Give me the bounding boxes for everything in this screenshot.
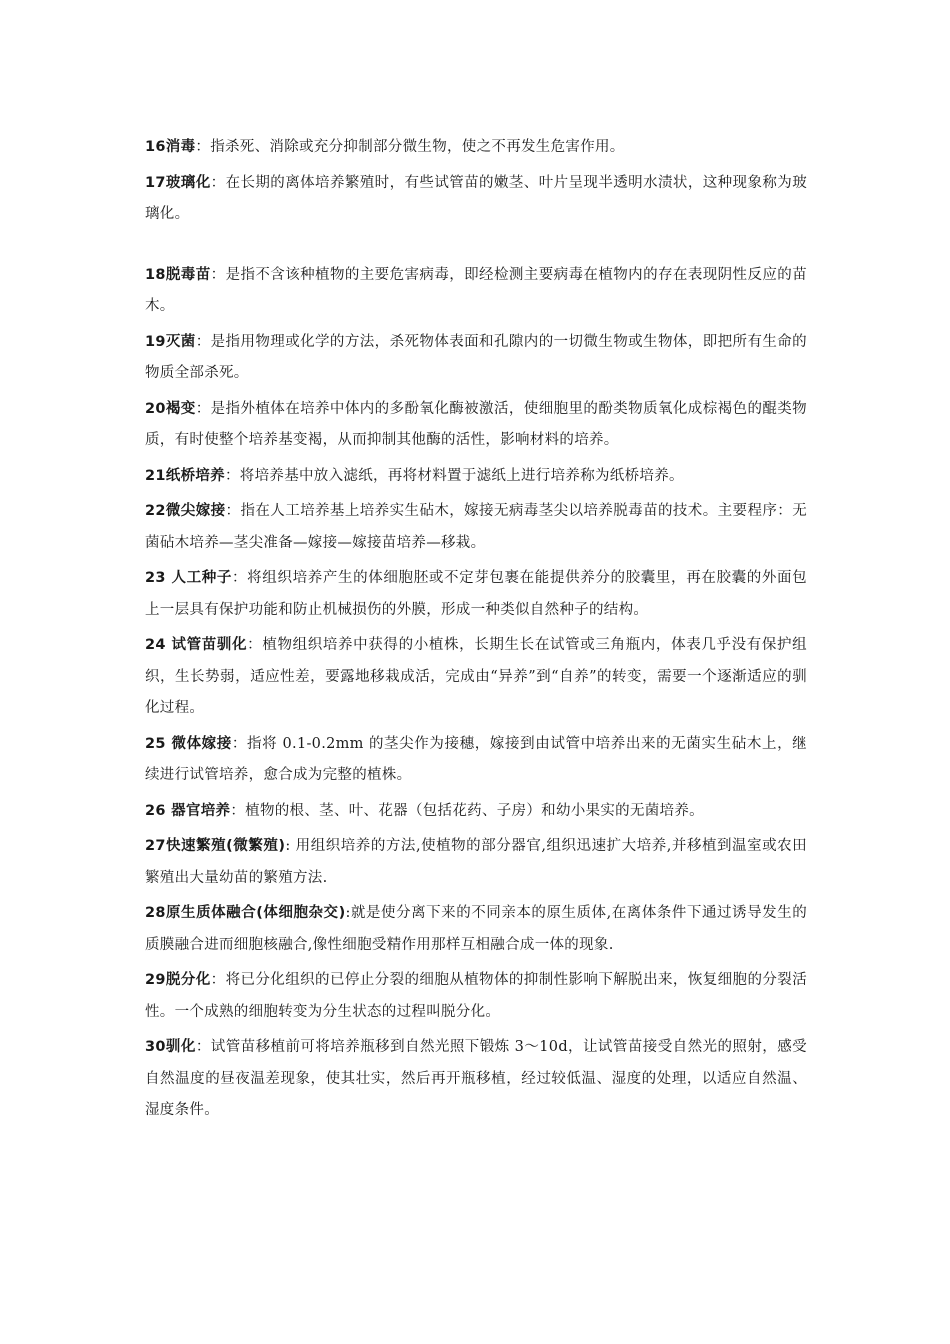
entry-number: 25: [145, 735, 172, 752]
entry-number: 20: [145, 400, 166, 417]
entry-definition: 指将 0.1-0.2mm 的茎尖作为接穗，嫁接到由试管中培养出来的无菌实生砧木上，继续进行试管培养，愈合成为完整的植株。: [145, 735, 807, 783]
entry-term: 脱毒苗: [165, 266, 211, 283]
entry-separator: ：: [225, 503, 241, 519]
entry-definition: 指杀死、消除或充分抑制部分微生物，使之不再发生危害作用。: [210, 139, 625, 155]
entry-definition: 用组织培养的方法,使植物的部分器官,组织迅速扩大培养,并移植到温室或农田繁殖出大量幼苗的繁殖方法.: [145, 838, 807, 886]
definition-entry-20: [145, 394, 807, 457]
entry-term: 快速繁殖(微繁殖): [165, 838, 286, 854]
entry-definition: 将培养基中放入滤纸，再将材料置于滤纸上进行培养称为纸桥培养。: [239, 467, 684, 484]
entry-number: 24: [145, 637, 172, 653]
entry-separator: ：: [195, 333, 211, 350]
entry-term: 微体嫁接: [171, 735, 232, 752]
definition-entry-26: [145, 796, 807, 828]
entry-number: 22: [145, 503, 166, 519]
document-body: [145, 132, 807, 1131]
definition-entry-23: [145, 563, 807, 626]
entry-definition: 就是使分离下来的不同亲本的原生质体,在离体条件下通过诱导发生的质膜融合进而细胞核融合,像性细胞受精作用那样互相融合成一体的现象.: [145, 905, 808, 953]
entry-separator: ：: [231, 735, 248, 752]
entry-term: 消毒: [165, 139, 196, 155]
entry-term: 驯化: [165, 1039, 196, 1055]
entry-separator: :: [285, 838, 296, 854]
entry-number: 18: [145, 266, 166, 283]
entry-definition: 指在人工培养基上培养实生砧木，嫁接无病毒茎尖以培养脱毒苗的技术。主要程序：无菌砧木培养—茎尖准备—嫁接—嫁接苗培养—移栽。: [145, 503, 807, 551]
definition-entry-24: [145, 630, 807, 725]
entry-separator: :: [345, 905, 351, 921]
entry-definition: 在长期的离体培养繁殖时，有些试管苗的嫩茎、叶片呈现半透明水渍状，这种现象称为玻璃化。: [145, 174, 807, 222]
entry-term: 纸桥培养: [165, 467, 225, 484]
definition-entry-16: [145, 132, 807, 164]
entry-definition: 将组织培养产生的体细胞胚或不定芽包裹在能提供养分的胶囊里，再在胶囊的外面包上一层具有保护功能和防止机械损伤的外膜，形成一种类似自然种子的结构。: [145, 570, 807, 618]
definition-entry-29: [145, 965, 807, 1028]
definition-entry-19: [145, 327, 807, 390]
entry-number: 23: [145, 570, 172, 586]
entry-number: 28: [145, 905, 166, 921]
entry-definition: 植物组织培养中获得的小植株，长期生长在试管或三角瓶内，体表几乎没有保护组织，生长势弱，适应性差，要露地移栽成活，完成由“异养”到“自养”的转变，需要一个逐渐适应的驯化过程。: [145, 637, 807, 716]
entry-number: 29: [145, 972, 166, 988]
definition-entry-28: [145, 898, 807, 961]
definition-entry-25: [145, 729, 807, 792]
entry-term: 原生质体融合(体细胞杂交): [165, 905, 346, 921]
entry-definition: 是指用物理或化学的方法，杀死物体表面和孔隙内的一切微生物或生物体，即把所有生命的物质全部杀死。: [145, 333, 807, 381]
entry-term: 灭菌: [165, 333, 196, 350]
entry-number: 19: [145, 333, 166, 350]
definition-entry-27: [145, 831, 807, 894]
entry-separator: ：: [210, 266, 226, 283]
entry-definition: 将已分化组织的已停止分裂的细胞从植物体的抑制性影响下解脱出来，恢复细胞的分裂活性。一个成熟的细胞转变为分生状态的过程叫脱分化。: [145, 972, 807, 1020]
definition-entry-30: [145, 1032, 807, 1127]
entry-term: 玻璃化: [165, 174, 211, 191]
entry-separator: ：: [195, 1039, 211, 1055]
entry-separator: ：: [232, 570, 248, 586]
entry-definition: 是指不含该种植物的主要危害病毒，即经检测主要病毒在植物内的存在表现阴性反应的苗木。: [145, 266, 807, 314]
entry-separator: ：: [210, 972, 226, 988]
entry-separator: ：: [210, 174, 226, 191]
definition-entry-18: [145, 260, 807, 323]
entry-number: 26: [145, 802, 172, 819]
entry-separator: ：: [195, 139, 211, 155]
definition-entry-17: [145, 168, 807, 231]
entry-number: 27: [145, 838, 166, 854]
entry-definition: 植物的根、茎、叶、花器（包括花药、子房）和幼小果实的无菌培养。: [245, 802, 704, 819]
entry-number: 16: [145, 139, 166, 155]
entry-separator: ：: [247, 637, 263, 653]
definition-entry-22: [145, 496, 807, 559]
entry-term: 褐变: [165, 400, 196, 417]
entry-term: 人工种子: [171, 570, 233, 586]
entry-definition: 试管苗移植前可将培养瓶移到自然光照下锻炼 3～10d，让试管苗接受自然光的照射，感受自然温度的昼夜温差现象，使其壮实，然后再开瓶移植，经过较低温、湿度的处理，以适应自然温、湿度条件。: [145, 1039, 807, 1118]
entry-separator: ：: [230, 802, 246, 819]
entry-definition: 是指外植体在培养中体内的多酚氧化酶被激活，使细胞里的酚类物质氧化成棕褐色的醌类物质，有时使整个培养基变褐，从而抑制其他酶的活性，影响材料的培养。: [145, 400, 807, 448]
entry-number: 17: [145, 174, 166, 191]
entry-separator: ：: [195, 400, 211, 417]
entry-term: 试管苗驯化: [171, 637, 248, 653]
entry-term: 微尖嫁接: [165, 503, 226, 519]
entry-term: 器官培养: [171, 802, 231, 819]
entry-separator: ：: [224, 467, 240, 484]
entry-number: 21: [145, 467, 166, 484]
definition-entry-21: [145, 461, 807, 493]
entry-term: 脱分化: [165, 972, 211, 988]
entry-number: 30: [145, 1039, 166, 1055]
